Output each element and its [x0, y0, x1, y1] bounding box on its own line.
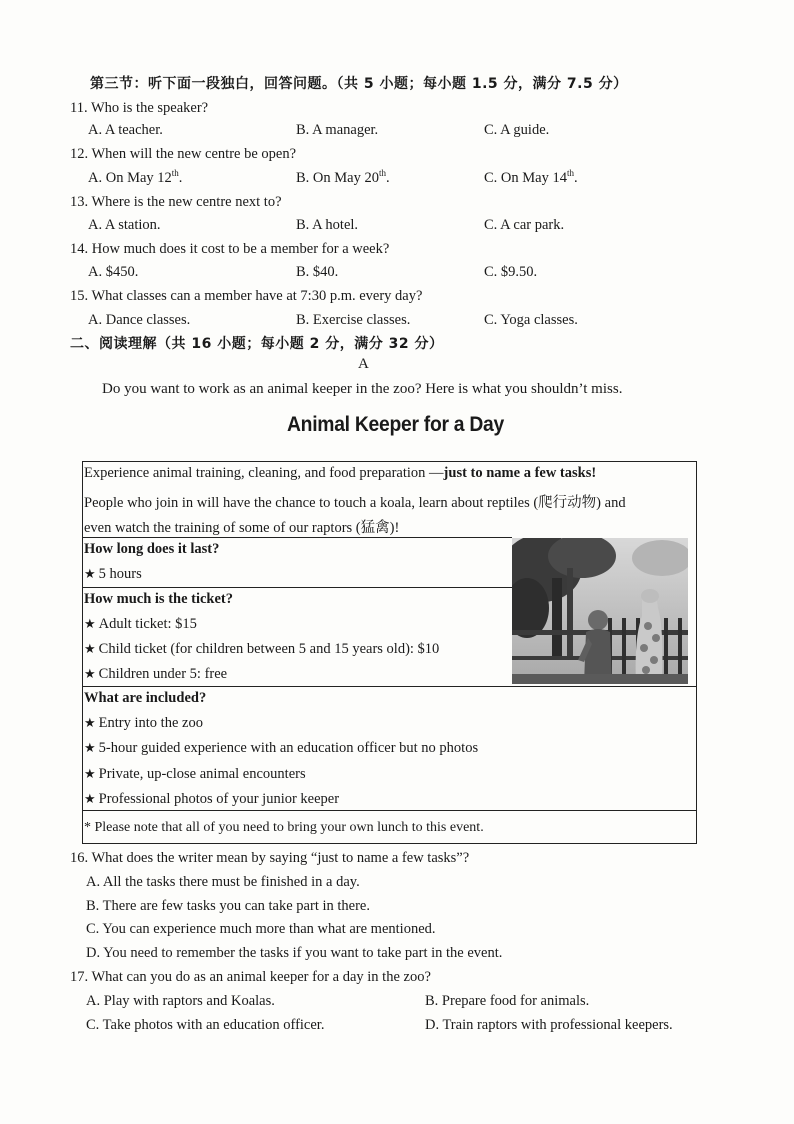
q13-option-c: C. A car park.: [484, 217, 565, 233]
duration-item: ★ 5 hours: [84, 566, 142, 582]
question-11: 11. Who is the speaker?: [70, 100, 209, 116]
q17-option-d: D. Train raptors with professional keepers.: [425, 1017, 673, 1033]
included-item: ★ 5-hour guided experience with an education officer but no photos: [84, 740, 479, 756]
q12-option-a: A. On May 12th.: [88, 168, 183, 186]
ticket-item: ★ Child ticket (for children between 5 and 15 years old): $10: [84, 641, 440, 657]
q17-option-b: B. Prepare food for animals.: [425, 993, 590, 1009]
q14-option-c: C. $9.50.: [484, 264, 538, 280]
star-icon: ★: [84, 741, 96, 756]
ad-intro-line1: Experience animal training, cleaning, and food preparation —just to name a few tasks!: [84, 465, 597, 481]
reading-heading: 二、阅读理解（共 16 小题；每小题 2 分，满分 32 分）: [70, 336, 444, 352]
q13-option-a: A. A station.: [88, 217, 161, 233]
q12-option-b: B. On May 20th.: [296, 168, 390, 186]
question-13: 13. Where is the new centre next to?: [70, 194, 282, 210]
q13-option-b: B. A hotel.: [296, 217, 359, 233]
section3-heading: 第三节：听下面一段独白，回答问题。（共 5 小题；每小题 1.5 分，满分 7.5 分）: [90, 76, 628, 92]
star-icon: ★: [84, 716, 96, 731]
q15-option-c: C. Yoga classes.: [484, 312, 578, 328]
q14-option-a: A. $450.: [88, 264, 139, 280]
star-icon: ★: [84, 767, 96, 782]
question-12: 12. When will the new centre be open?: [70, 146, 297, 162]
star-icon: ★: [84, 667, 96, 682]
ticket-item: ★ Children under 5: free: [84, 666, 228, 682]
star-icon: ★: [84, 567, 96, 582]
q14-option-b: B. $40.: [296, 264, 339, 280]
q15-option-b: B. Exercise classes.: [296, 312, 411, 328]
included-question: What are included?: [84, 690, 207, 706]
ticket-item: ★ Adult ticket: $15: [84, 616, 197, 632]
q11-option-b: B. A manager.: [296, 122, 379, 138]
ad-intro-line3: even watch the training of some of our raptors (猛禽)!: [84, 520, 400, 536]
q11-option-c: C. A guide.: [484, 122, 550, 138]
q17-option-c: C. Take photos with an education officer.: [86, 1017, 325, 1033]
zoo-keeper-photo: [512, 538, 688, 684]
ad-intro-line2: People who join in will have the chance to touch a koala, learn about reptiles (爬行动物) and: [84, 495, 626, 511]
ticket-question: How much is the ticket?: [84, 591, 234, 607]
included-item: ★ Professional photos of your junior keeper: [84, 791, 340, 807]
q15-option-a: A. Dance classes.: [88, 312, 191, 328]
q16-option-a: A. All the tasks there must be finished in a day.: [86, 874, 360, 890]
question-16: 16. What does the writer mean by saying “just to name a few tasks”?: [70, 850, 470, 866]
q16-option-c: C. You can experience much more than what are mentioned.: [86, 921, 436, 937]
q16-option-d: D. You need to remember the tasks if you want to take part in the event.: [86, 945, 503, 961]
passage-letter: A: [358, 356, 369, 372]
included-item: ★ Entry into the zoo: [84, 715, 203, 731]
included-item: ★ Private, up-close animal encounters: [84, 766, 306, 782]
q16-option-b: B. There are few tasks you can take part in there.: [86, 898, 370, 914]
passage-intro: Do you want to work as an animal keeper in the zoo? Here is what you shouldn’t miss.: [102, 381, 623, 397]
star-icon: ★: [84, 642, 96, 657]
question-17: 17. What can you do as an animal keeper for a day in the zoo?: [70, 969, 431, 985]
ad-title: Animal Keeper for a Day: [287, 413, 504, 436]
q17-option-a: A. Play with raptors and Koalas.: [86, 993, 275, 1009]
question-14: 14. How much does it cost to be a member for a week?: [70, 241, 390, 257]
duration-question: How long does it last?: [84, 541, 220, 557]
star-icon: ★: [84, 617, 96, 632]
star-icon: ★: [84, 792, 96, 807]
q12-option-c: C. On May 14th.: [484, 168, 578, 186]
lunch-note: * Please note that all of you need to bring your own lunch to this event.: [84, 820, 484, 835]
q11-option-a: A. A teacher.: [88, 122, 163, 138]
question-15: 15. What classes can a member have at 7:30 p.m. every day?: [70, 288, 423, 304]
